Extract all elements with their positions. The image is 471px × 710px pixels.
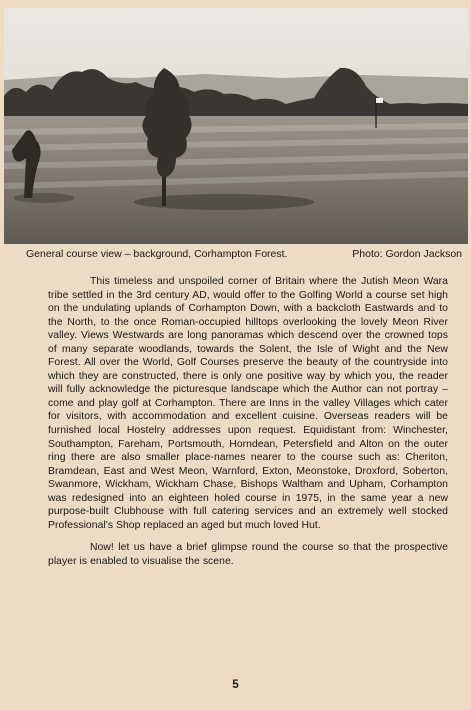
paragraph: This timeless and unspoiled corner of Britain where the Jutish Meon Wara tribe settled in the 3rd century AD, would offer to the Golfing World a course set high on the undulating uplands of Corhampton Down, with a backcloth Eastwards and to the North, to the once Roman-occupied hilltops overlooking the lovely Meon River valley. Views Westwards are long panoramas which descend over the crowned tops of many separate woodlands, towards the Solent, the Isle of Wight and the New Forest. All over the World, Golf Courses preserve the beauty of the countryside into which they are constructed, there is only one positive way by which you, the reader will fully acknowledge the picturesque landscape which the Author can not portray – come and play golf at Corhampton. There are Inns in the valley Villages which cater for visitors, with accommodation and excellent cuisine. Overseas readers will be furnished local Hostelry addresses upon request. Equidistant from: Winchester, Southampton, Fareham, Portsmouth, Horndean, Petersfield and Alton on the outer ring there are also smaller place-names nearer to the course such as: Cheriton, Bramdean, East and West Meon, Warnford, Exton, Meonstoke, Droxford, Soberton, Swanmore, Wickham, Wickham Chase, Bishops Waltham and Upham, Corhampton was redesigned into an eighteen holed course in 1975, in the same year a new purpose-built Clubhouse with full catering services and an extremely well stocked Professional's Shop replaced an aged but much loved Hut. — [48, 276, 448, 531]
course-landscape-image — [4, 8, 468, 244]
paragraph: Now! let us have a brief glimpse round the course so that the prospective player is enabled to visualise the scene. — [48, 542, 448, 567]
caption-photo-credit: Photo: Gordon Jackson — [352, 248, 462, 260]
article-body — [48, 275, 448, 568]
caption-description: General course view – background, Corhampton Forest. — [26, 248, 288, 260]
course-photo — [4, 8, 468, 244]
page-number: 5 — [232, 679, 239, 691]
